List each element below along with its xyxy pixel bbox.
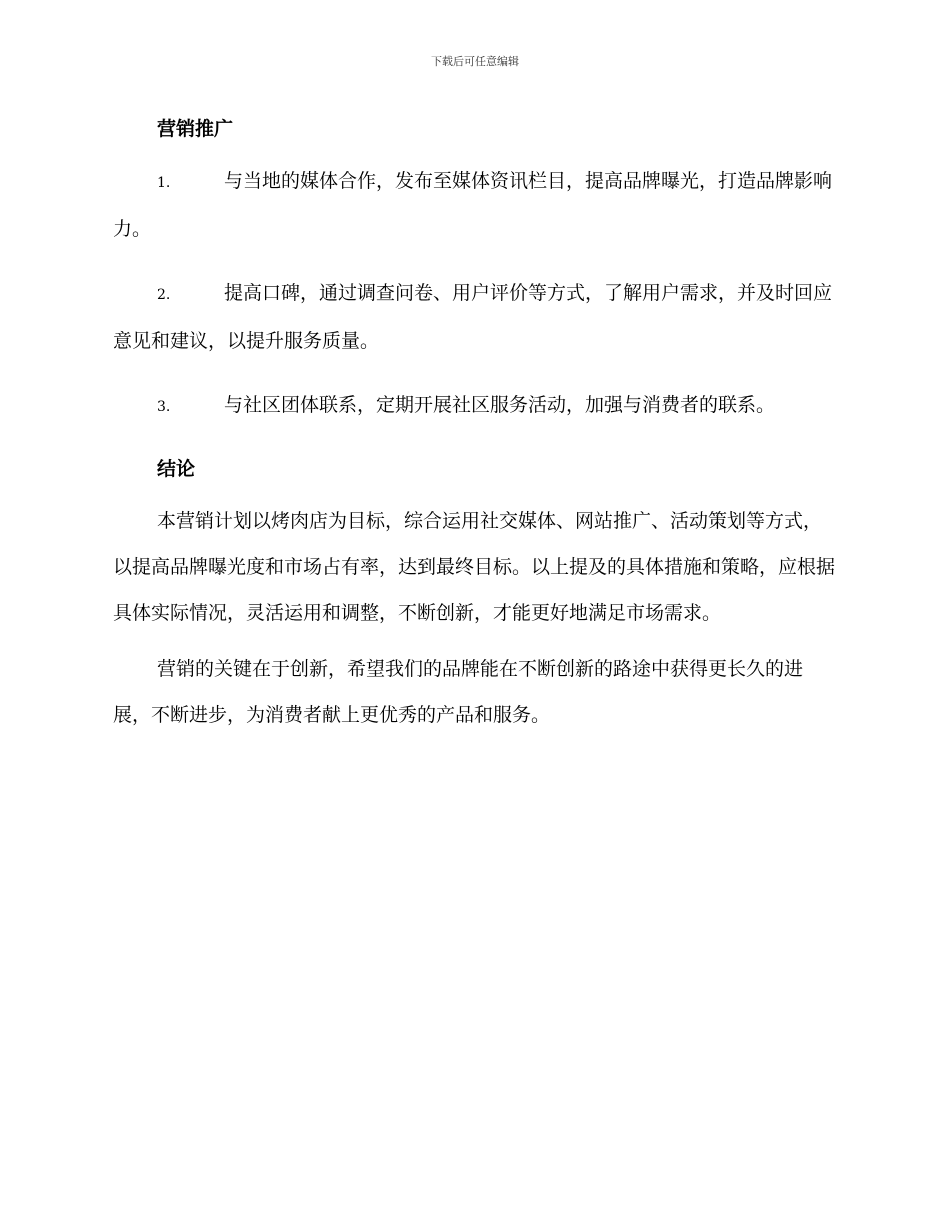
list-item-text: 与社区团体联系，定期开展社区服务活动，加强与消费者的联系。: [224, 394, 776, 416]
list-item: [113, 382, 835, 430]
list-item: [113, 158, 835, 252]
section-marketing: [113, 110, 835, 430]
list-item-text: 提高口碑，通过调查问卷、用户评价等方式，了解用户需求，并及时回应意见和建议，以提升服务质量。: [113, 282, 833, 352]
section-conclusion: [113, 450, 835, 738]
paragraph: 本营销计划以烤肉店为目标，综合运用社交媒体、网站推广、活动策划等方式，以提高品牌曝光度和市场占有率，达到最终目标。以上提及的具体措施和策略，应根据具体实际情况，灵活运用和调整，不断创新，才能更好地满足市场需求。: [113, 510, 836, 624]
document-body: [113, 110, 835, 738]
list-item-number: 1.: [157, 175, 171, 191]
list-item-text: 与当地的媒体合作，发布至媒体资讯栏目，提高品牌曝光，打造品牌影响力。: [113, 170, 833, 240]
list-item-number: 3.: [157, 399, 171, 415]
section-heading: 结论: [157, 458, 196, 480]
list-item: [113, 270, 835, 364]
paragraph: 营销的关键在于创新，希望我们的品牌能在不断创新的路途中获得更长久的进展，不断进步，为消费者献上更优秀的产品和服务。: [113, 658, 804, 726]
section-heading: 营销推广: [157, 118, 234, 140]
page-header: 下载后可任意编辑: [431, 55, 519, 68]
list-item-number: 2.: [157, 287, 171, 303]
